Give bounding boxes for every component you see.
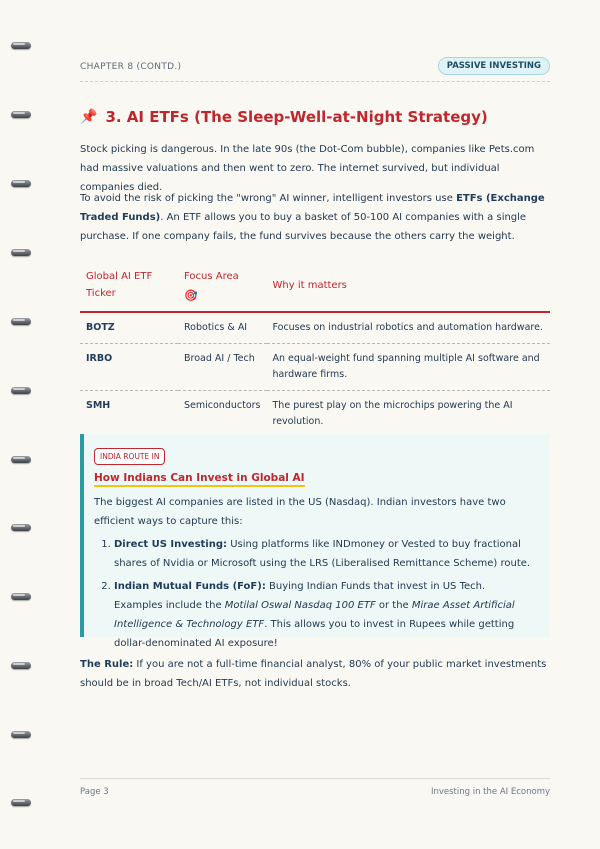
binder-ring	[11, 387, 31, 394]
binder-ring	[11, 593, 31, 600]
focus-cell: Broad AI / Tech	[178, 344, 267, 391]
fund-name: Mirae Asset Artificial Intelligence & Technology ETF	[114, 600, 515, 630]
binder-ring	[11, 249, 31, 256]
column-header-why-text: Why it matters	[272, 280, 347, 291]
table-row	[80, 312, 550, 344]
etf-paragraph	[80, 189, 550, 246]
table-row	[80, 391, 550, 438]
intro-paragraph: Stock picking is dangerous. In the late 90s (the Dot-Com bubble), companies like Pets.com had massive valuations and then went to zero. The internet survived, but individual companies died.	[80, 144, 535, 193]
ticker-cell: SMH	[80, 391, 178, 438]
pushpin-icon: 📌	[80, 109, 98, 125]
binder-rings	[0, 0, 40, 849]
list-item-text: Buying Indian Funds that invest in US Tech. Examples include the	[114, 581, 486, 611]
binder-ring	[11, 456, 31, 463]
binder-ring	[11, 731, 31, 738]
focus-cell: Semiconductors	[178, 391, 267, 438]
etf-paragraph-text-a: To avoid the risk of picking the "wrong" AI winner, intelligent investors use	[80, 193, 457, 204]
column-header-focus-text: Focus Area	[184, 271, 239, 282]
binder-ring	[11, 524, 31, 531]
binder-ring	[11, 662, 31, 669]
rule-text: If you are not a full-time financial analyst, 80% of your public market investments should be in broad Tech/AI ETFs, not individual stocks.	[80, 659, 547, 689]
page-number: Page 3	[80, 787, 109, 797]
list-item-bold: Indian Mutual Funds (FoF):	[114, 581, 266, 592]
why-cell: An equal-weight fund spanning multiple AI software and hardware firms.	[267, 344, 551, 391]
section-title	[80, 108, 550, 126]
why-cell: The purest play on the microchips powering the AI revolution.	[267, 391, 551, 438]
list-item	[114, 577, 536, 653]
list-item-text: Using platforms like INDmoney or Vested to buy fractional shares of Nvidia or Microsoft using the LRS (Liberalised Remittance Scheme) route.	[114, 539, 531, 569]
etf-table	[80, 266, 550, 438]
list-item-bold: Direct US Investing:	[114, 539, 228, 550]
list-item-text: . This allows you to invest in Rupees while getting dollar-denominated AI exposure!	[114, 619, 515, 649]
binder-ring	[11, 111, 31, 118]
binder-ring	[11, 42, 31, 49]
why-cell: Focuses on industrial robotics and automation hardware.	[267, 312, 551, 344]
page-footer	[80, 778, 550, 802]
table-header-row	[80, 266, 550, 312]
book-title: Investing in the AI Economy	[430, 787, 550, 797]
direct-hit-icon: 🎯	[184, 289, 198, 302]
topic-badge: PASSIVE INVESTING	[438, 57, 550, 75]
column-header-why	[267, 266, 551, 312]
etf-term: ETFs (Exchange Traded Funds)	[80, 193, 545, 223]
fund-name: Motilal Oswal Nasdaq 100 ETF	[224, 600, 376, 611]
section-title-text: 3. AI ETFs (The Sleep-Well-at-Night Strategy)	[105, 108, 488, 126]
callout-title: How Indians Can Invest in Global AI	[94, 471, 305, 487]
investment-options-list	[94, 535, 536, 653]
column-header-ticker: Global AI ETF Ticker	[80, 266, 178, 312]
etf-paragraph-text-b: . An ETF allows you to buy a basket of 50-100 AI companies with a single purchase. If one company fails, the fund survives because the others carry the weight.	[80, 212, 527, 242]
ticker-cell: BOTZ	[80, 312, 178, 344]
route-tag: INDIA ROUTE IN	[94, 448, 165, 465]
focus-cell: Robotics & AI	[178, 312, 267, 344]
binder-ring	[11, 180, 31, 187]
binder-ring	[11, 318, 31, 325]
binder-ring	[11, 799, 31, 806]
list-item	[114, 535, 536, 573]
list-item-text: or the	[375, 600, 412, 611]
page-header	[80, 58, 550, 82]
rule-paragraph	[80, 655, 550, 693]
callout-text: The biggest AI companies are listed in the US (Nasdaq). Indian investors have two efficient ways to capture this:	[94, 497, 506, 527]
column-header-focus	[178, 266, 267, 312]
india-route-callout	[80, 434, 550, 649]
rule-label: The Rule:	[80, 659, 134, 670]
table-row	[80, 344, 550, 391]
ticker-cell: IRBO	[80, 344, 178, 391]
chapter-label: CHAPTER 8 (CONTD.)	[80, 62, 182, 72]
